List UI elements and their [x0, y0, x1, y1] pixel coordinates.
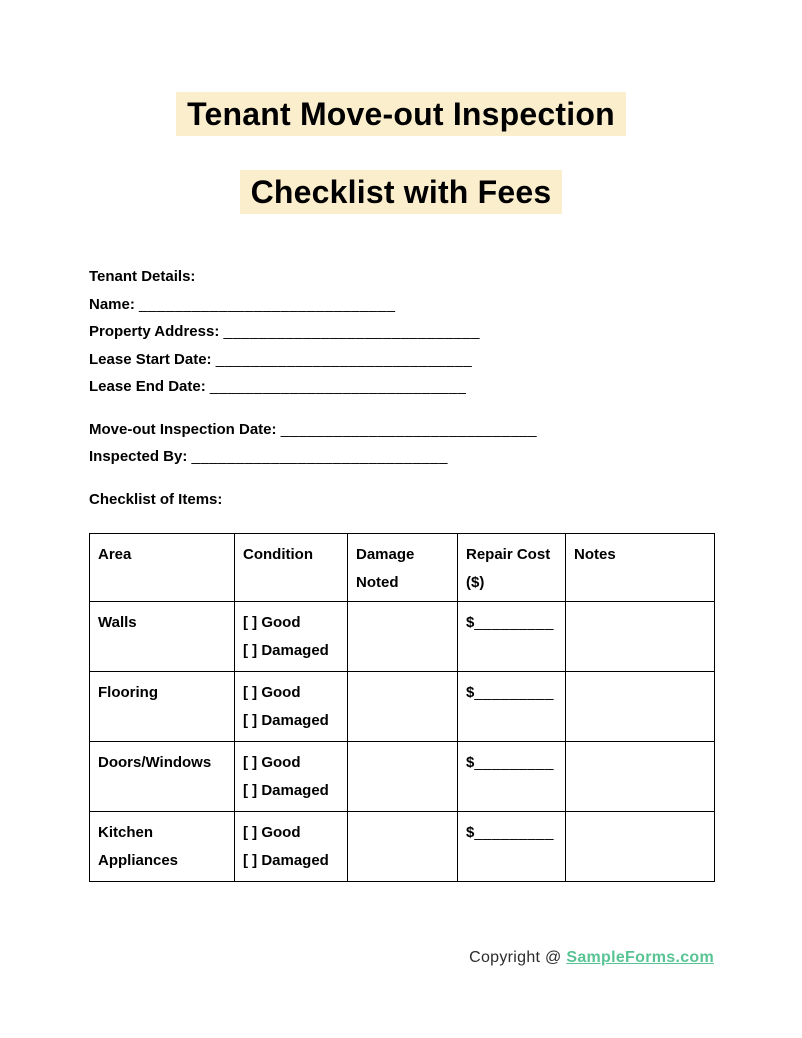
section-gap: [89, 471, 714, 486]
field-blank-moveout-inspection-date: _____________________________: [280, 420, 538, 438]
cell-condition: [235, 812, 348, 882]
cell-area: Flooring: [90, 672, 235, 742]
field-lease-start-date: [89, 346, 714, 374]
column-header-damage-noted: Damage Noted: [348, 534, 458, 602]
column-header-notes: Notes: [566, 534, 715, 602]
condition-checkbox-damaged: [ ] Damaged: [243, 711, 329, 729]
repair-cost-blank: _________: [474, 754, 554, 771]
field-lease-end-date: [89, 373, 714, 401]
dollar-sign: $: [466, 614, 475, 631]
field-name: [89, 291, 714, 319]
field-label-property-address: Property Address:: [89, 323, 220, 340]
title-line-2: Checklist with Fees: [240, 170, 563, 214]
column-header-area: Area: [90, 534, 235, 602]
field-property-address: [89, 318, 714, 346]
field-blank-lease-start-date: _____________________________: [215, 350, 473, 368]
cell-condition: [235, 602, 348, 672]
title-line-1: Tenant Move-out Inspection: [176, 92, 626, 136]
footer: [469, 949, 714, 967]
condition-checkbox-damaged: [ ] Damaged: [243, 641, 329, 659]
title-row-1: [0, 92, 802, 143]
table-header-row: [90, 534, 715, 602]
condition-checkbox-good: [ ] Good: [243, 684, 301, 701]
cell-damage-noted: [348, 602, 458, 672]
cell-repair-cost: [458, 672, 566, 742]
condition-checkbox-good: [ ] Good: [243, 824, 301, 841]
condition-checkbox-good: [ ] Good: [243, 614, 301, 631]
cell-repair-cost: [458, 602, 566, 672]
column-header-repair-cost: Repair Cost ($): [458, 534, 566, 602]
repair-cost-blank: _________: [474, 614, 554, 631]
table-row-doors-windows: [90, 742, 715, 812]
dollar-sign: $: [466, 684, 475, 701]
cell-condition: [235, 742, 348, 812]
cell-repair-cost: [458, 812, 566, 882]
field-label-lease-end-date: Lease End Date:: [89, 378, 206, 395]
cell-damage-noted: [348, 672, 458, 742]
condition-checkbox-damaged: [ ] Damaged: [243, 781, 329, 799]
field-moveout-inspection-date: [89, 416, 714, 444]
cell-notes: [566, 812, 715, 882]
cell-notes: [566, 672, 715, 742]
condition-checkbox-damaged: [ ] Damaged: [243, 851, 329, 869]
table-row-flooring: [90, 672, 715, 742]
field-label-name: Name:: [89, 295, 135, 313]
dollar-sign: $: [466, 824, 475, 841]
field-label-moveout-inspection-date: Move-out Inspection Date:: [89, 420, 277, 438]
cell-notes: [566, 742, 715, 812]
field-blank-inspected-by: _____________________________: [191, 448, 448, 465]
condition-checkbox-good: [ ] Good: [243, 754, 301, 771]
cell-condition: [235, 672, 348, 742]
checklist-heading: Checklist of Items:: [89, 490, 223, 508]
repair-cost-blank: _________: [474, 684, 554, 701]
cell-area: Doors/Windows: [90, 742, 235, 812]
cell-area: Walls: [90, 602, 235, 672]
cell-notes: [566, 602, 715, 672]
column-header-condition: Condition: [235, 534, 348, 602]
field-blank-lease-end-date: _____________________________: [209, 378, 467, 395]
document-title: [0, 0, 802, 221]
title-row-2: [0, 170, 802, 221]
tenant-details-heading: Tenant Details:: [89, 268, 196, 285]
section-gap: [89, 401, 714, 416]
cell-area: Kitchen Appliances: [90, 812, 235, 882]
dollar-sign: $: [466, 754, 475, 771]
repair-cost-blank: _________: [474, 824, 554, 841]
field-label-lease-start-date: Lease Start Date:: [89, 350, 212, 368]
field-label-inspected-by: Inspected By:: [89, 448, 188, 465]
cell-damage-noted: [348, 742, 458, 812]
copyright-text: Copyright @: [469, 949, 562, 966]
cell-damage-noted: [348, 812, 458, 882]
cell-repair-cost: [458, 742, 566, 812]
field-blank-property-address: _____________________________: [223, 323, 480, 340]
checklist-table: [89, 533, 715, 882]
field-blank-name: _____________________________: [139, 295, 396, 313]
document-body: [89, 263, 714, 882]
table-row-walls: [90, 602, 715, 672]
field-inspected-by: [89, 443, 714, 471]
sampleforms-link[interactable]: SampleForms.com: [566, 949, 714, 966]
table-row-kitchen-appliances: [90, 812, 715, 882]
